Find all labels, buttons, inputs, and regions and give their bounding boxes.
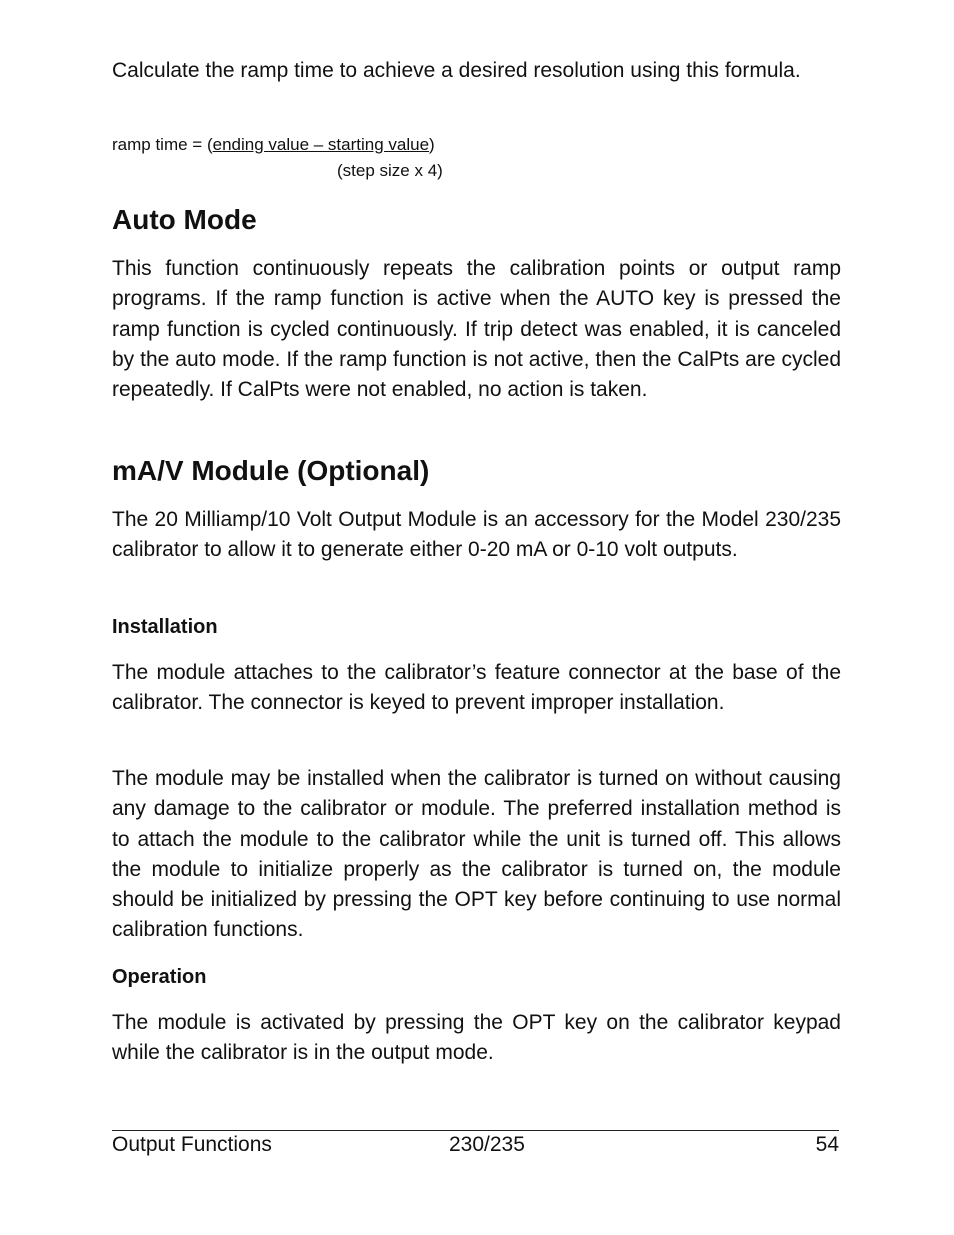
installation-heading: Installation [112, 616, 218, 638]
footer-page-number: 54 [815, 1133, 839, 1156]
module-paragraph: The 20 Milliamp/10 Volt Output Module is an accessory for the Model 230/235 calibrator to allow it to generate either 0-20 mA or 0-10 volt outputs. [112, 508, 841, 562]
formula-numerator-line [112, 132, 841, 158]
auto-mode-heading: Auto Mode [112, 204, 257, 235]
footer-model: 230/235 [449, 1133, 525, 1156]
operation-heading: Operation [112, 966, 207, 988]
installation-paragraph-1: The module attaches to the calibrator’s feature connector at the base of the calibrator. The connector is keyed to prevent improper installation. [112, 661, 841, 715]
formula-denominator: (step size x 4) [337, 161, 443, 180]
intro-paragraph: Calculate the ramp time to achieve a desired resolution using this formula. [112, 59, 801, 82]
footer-section-title: Output Functions [112, 1133, 272, 1156]
ramp-time-formula [112, 132, 841, 184]
module-heading: mA/V Module (Optional) [112, 455, 430, 486]
formula-numerator: ending value – starting value [212, 135, 430, 154]
formula-suffix: ) [429, 135, 435, 154]
page-footer [112, 1130, 839, 1156]
installation-paragraph-2: The module may be installed when the calibrator is turned on without causing any damage to the calibrator or module. The preferred installation method is to attach the module to the calibrator while the unit is turned off. This allows the module to initialize properly as the calibrator is turned on, the module should be initialized by pressing the OPT key before continuing to use normal calibration functions. [112, 767, 841, 942]
operation-paragraph: The module is activated by pressing the OPT key on the calibrator keypad while the calibrator is in the output mode. [112, 1011, 841, 1065]
auto-mode-paragraph: This function continuously repeats the calibration points or output ramp programs. If the ramp function is active when the AUTO key is pressed the ramp function is cycled continuously. If trip detect was enabled, it is canceled by the auto mode. If the ramp function is not active, then the CalPts are cycled repeatedly. If CalPts were not enabled, no action is taken. [112, 257, 841, 402]
formula-prefix: ramp time = ( [112, 135, 213, 154]
